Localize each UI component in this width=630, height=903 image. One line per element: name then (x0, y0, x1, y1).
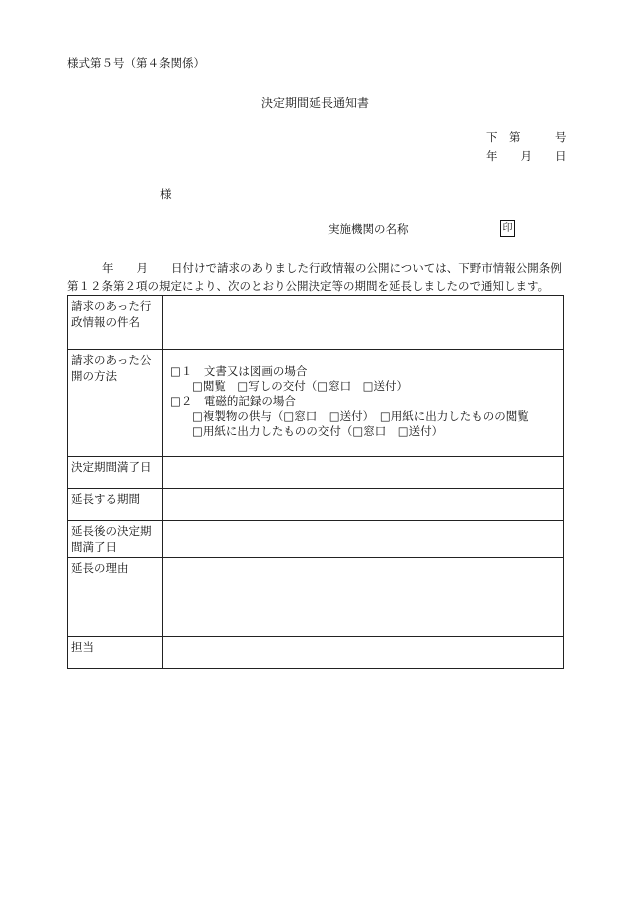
label-person-in-charge: 担当 (68, 637, 163, 669)
extension-form-table (67, 295, 564, 669)
table-row-subject (68, 296, 564, 350)
document-number-line: 下 第 号 (486, 130, 567, 144)
label-extension-reason: 延長の理由 (68, 558, 163, 637)
field-decision-deadline (163, 457, 564, 489)
table-row-method (68, 350, 564, 457)
label-new-deadline: 延長後の決定期間満了日 (68, 521, 163, 558)
field-extension-period (163, 489, 564, 521)
table-row-deadline (68, 457, 564, 489)
field-requested-method (163, 350, 564, 457)
method-option-electronic-detail-1: □複製物の供与（□窓口 □送付） □用紙に出力したものの閲覧 (192, 409, 529, 423)
table-row-contact (68, 637, 564, 669)
field-requested-info-subject (163, 296, 564, 350)
body-text-line-2: 第１２条第２項の規定により、次のとおり公開決定等の期間を延長しましたので通知します。 (67, 279, 550, 293)
field-new-deadline (163, 521, 564, 558)
table-row-new-deadline (68, 521, 564, 558)
method-option-electronic: □２ 電磁的記録の場合 (170, 394, 296, 408)
field-person-in-charge (163, 637, 564, 669)
label-requested-info-subject: 請求のあった行政情報の件名 (68, 296, 163, 350)
method-option-documents: □１ 文書又は図画の場合 (170, 364, 308, 378)
label-requested-method: 請求のあった公開の方法 (68, 350, 163, 457)
document-title: 決定期間延長通知書 (260, 96, 369, 110)
label-extension-period: 延長する期間 (68, 489, 163, 521)
document-date-line: 年 月 日 (486, 149, 567, 163)
table-row-reason (68, 558, 564, 637)
addressee-honorific: 様 (160, 187, 172, 201)
label-decision-deadline: 決定期間満了日 (68, 457, 163, 489)
method-option-electronic-detail-2: □用紙に出力したものの交付（□窓口 □送付） (192, 424, 444, 438)
body-text-line-1: 年 月 日付けで請求のありました行政情報の公開については、下野市情報公開条例 (102, 261, 562, 275)
agency-name-label: 実施機関の名称 (328, 222, 409, 236)
seal-mark: 印 (500, 220, 515, 237)
method-option-documents-detail: □閲覧 □写しの交付（□窓口 □送付） (192, 379, 408, 393)
field-extension-reason (163, 558, 564, 637)
table-row-extension-period (68, 489, 564, 521)
form-number: 様式第５号（第４条関係） (67, 56, 205, 70)
